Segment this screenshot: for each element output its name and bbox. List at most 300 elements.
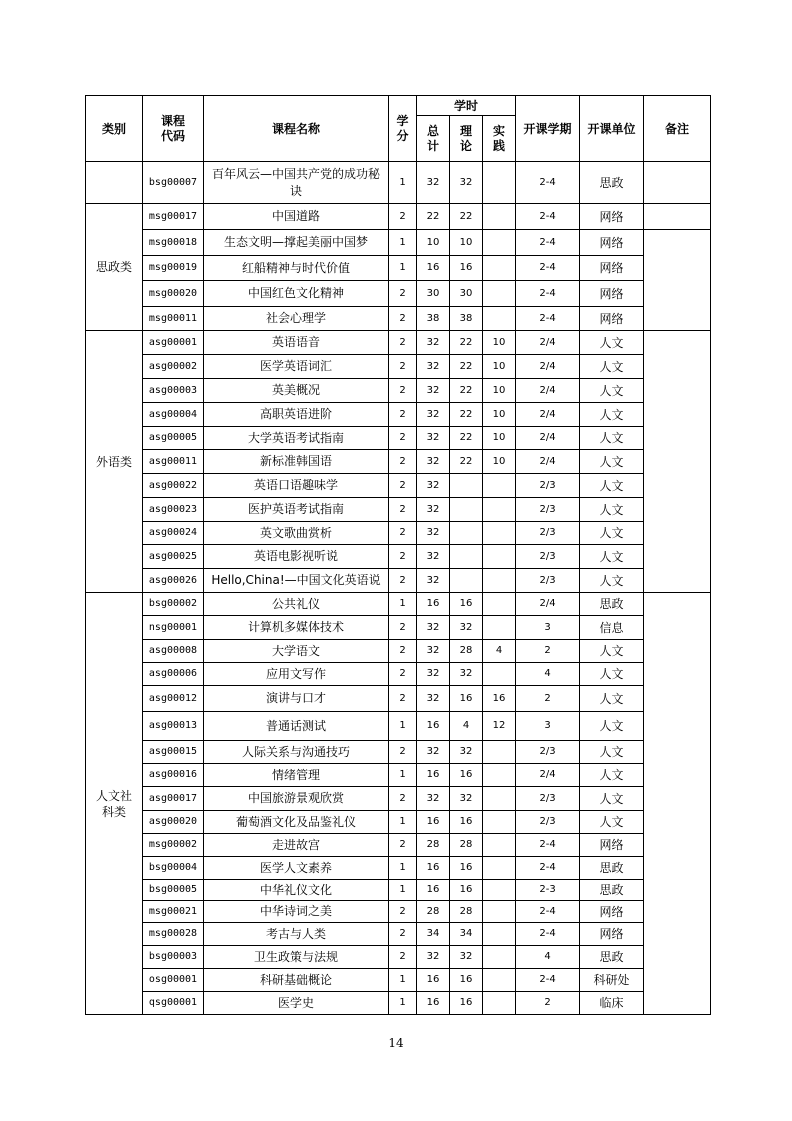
cell-total: 32 [417,946,450,969]
table-row [86,355,711,379]
cell-credit: 1 [389,811,417,834]
cell-total: 32 [417,741,450,764]
cell-semester: 2/4 [516,764,580,787]
cell-credit: 2 [389,331,417,355]
cell-credit: 2 [389,474,417,498]
cell-unit: 思政 [580,946,644,969]
cell-name: 公共礼仪 [204,593,389,616]
cell-unit: 网络 [580,923,644,946]
cell-code: nsg00001 [143,616,204,640]
cell-theory: 28 [450,834,483,857]
cell-theory: 38 [450,307,483,331]
table-row [86,256,711,281]
cell-semester: 2 [516,992,580,1015]
header-code: 课程代码 [143,96,204,162]
cell-name: 应用文写作 [204,663,389,686]
cell-total: 32 [417,522,450,545]
table-row [86,616,711,640]
cell-name: 高职英语进阶 [204,403,389,427]
cell-name: 大学语文 [204,640,389,663]
cell-remark [644,331,711,593]
cell-credit: 2 [389,545,417,569]
cell-unit: 人文 [580,640,644,663]
cell-name: 医学英语词汇 [204,355,389,379]
category-cell: 人文社科类 [86,593,143,1015]
cell-unit: 网络 [580,204,644,230]
table-body [86,162,711,1015]
cell-theory: 22 [450,427,483,450]
cell-code: msg00017 [143,204,204,230]
cell-credit: 2 [389,569,417,593]
cell-credit: 2 [389,663,417,686]
cell-total: 16 [417,992,450,1015]
cell-total: 38 [417,307,450,331]
table-row [86,474,711,498]
cell-practice [483,474,516,498]
cell-credit: 1 [389,764,417,787]
cell-theory: 16 [450,593,483,616]
cell-credit: 1 [389,162,417,204]
cell-practice [483,992,516,1015]
cell-practice [483,811,516,834]
cell-theory: 22 [450,204,483,230]
cell-semester: 2/4 [516,593,580,616]
cell-code: asg00008 [143,640,204,663]
table-row [86,162,711,204]
header-remark: 备注 [644,96,711,162]
cell-name: 医学人文素养 [204,857,389,880]
header-unit: 开课单位 [580,96,644,162]
cell-practice [483,545,516,569]
cell-practice [483,787,516,811]
cell-theory: 22 [450,355,483,379]
cell-unit: 思政 [580,857,644,880]
cell-theory [450,522,483,545]
table-row [86,379,711,403]
cell-credit: 2 [389,307,417,331]
cell-code: bsg00003 [143,946,204,969]
cell-unit: 人文 [580,450,644,474]
cell-total: 34 [417,923,450,946]
cell-unit: 人文 [580,569,644,593]
cell-unit: 网络 [580,281,644,307]
table-row [86,857,711,880]
cell-theory: 22 [450,450,483,474]
category-cell [86,162,143,204]
cell-name: 英文歌曲赏析 [204,522,389,545]
category-cell: 外语类 [86,331,143,593]
cell-unit: 人文 [580,764,644,787]
cell-name: 中国旅游景观欣赏 [204,787,389,811]
header-name: 课程名称 [204,96,389,162]
cell-unit: 思政 [580,162,644,204]
cell-unit: 人文 [580,427,644,450]
cell-unit: 人文 [580,811,644,834]
cell-semester: 2-4 [516,162,580,204]
cell-code: asg00005 [143,427,204,450]
cell-credit: 1 [389,593,417,616]
cell-practice [483,230,516,256]
cell-practice [483,569,516,593]
cell-total: 16 [417,969,450,992]
cell-unit: 网络 [580,834,644,857]
cell-unit: 思政 [580,593,644,616]
cell-semester: 2/4 [516,403,580,427]
cell-practice [483,162,516,204]
table-row [86,204,711,230]
cell-credit: 1 [389,256,417,281]
cell-theory: 34 [450,923,483,946]
table-row [86,522,711,545]
cell-code: asg00020 [143,811,204,834]
cell-code: asg00012 [143,686,204,712]
cell-semester: 2-4 [516,901,580,923]
cell-practice [483,901,516,923]
table-row [86,331,711,355]
cell-practice: 12 [483,712,516,741]
cell-unit: 思政 [580,880,644,901]
cell-semester: 4 [516,663,580,686]
cell-theory: 28 [450,901,483,923]
cell-unit: 人文 [580,741,644,764]
table-row [86,686,711,712]
cell-practice [483,834,516,857]
cell-code: msg00021 [143,901,204,923]
cell-name: 英美概况 [204,379,389,403]
cell-semester: 2/3 [516,811,580,834]
cell-semester: 2/3 [516,522,580,545]
cell-code: asg00013 [143,712,204,741]
cell-practice [483,764,516,787]
cell-credit: 1 [389,230,417,256]
cell-theory: 30 [450,281,483,307]
cell-unit: 人文 [580,545,644,569]
cell-credit: 2 [389,787,417,811]
cell-practice: 4 [483,640,516,663]
cell-remark [644,593,711,1015]
cell-total: 10 [417,230,450,256]
cell-theory [450,545,483,569]
cell-practice: 10 [483,355,516,379]
header-credit: 学分 [389,96,417,162]
cell-name: 中华诗词之美 [204,901,389,923]
cell-semester: 2/3 [516,787,580,811]
cell-unit: 网络 [580,901,644,923]
cell-name: 走进故宫 [204,834,389,857]
cell-name: 新标准韩国语 [204,450,389,474]
cell-unit: 网络 [580,256,644,281]
cell-semester: 2/3 [516,741,580,764]
cell-semester: 2-4 [516,230,580,256]
cell-credit: 2 [389,522,417,545]
cell-theory: 16 [450,811,483,834]
cell-credit: 1 [389,969,417,992]
table-row [86,712,711,741]
cell-semester: 2-4 [516,969,580,992]
cell-credit: 1 [389,880,417,901]
course-table [85,95,711,1015]
table-row [86,880,711,901]
cell-semester: 2/4 [516,427,580,450]
table-row [86,498,711,522]
cell-credit: 1 [389,857,417,880]
cell-credit: 1 [389,712,417,741]
cell-name: 生态文明—撑起美丽中国梦 [204,230,389,256]
cell-name: 考古与人类 [204,923,389,946]
cell-semester: 2 [516,686,580,712]
cell-total: 32 [417,379,450,403]
table-row [86,901,711,923]
cell-name: 医学史 [204,992,389,1015]
cell-total: 32 [417,787,450,811]
cell-practice [483,307,516,331]
cell-semester: 2/3 [516,569,580,593]
cell-theory: 10 [450,230,483,256]
cell-credit: 2 [389,379,417,403]
cell-unit: 人文 [580,712,644,741]
cell-semester: 2/4 [516,355,580,379]
cell-credit: 2 [389,498,417,522]
cell-name: 演讲与口才 [204,686,389,712]
cell-total: 32 [417,427,450,450]
cell-practice: 10 [483,450,516,474]
page-number: 14 [388,1036,404,1050]
cell-total: 32 [417,403,450,427]
cell-theory: 28 [450,640,483,663]
cell-semester: 2-4 [516,857,580,880]
cell-remark [644,204,711,230]
cell-theory: 32 [450,946,483,969]
header-category: 类别 [86,96,143,162]
cell-practice [483,616,516,640]
cell-credit: 2 [389,946,417,969]
cell-code: osg00001 [143,969,204,992]
cell-code: bsg00002 [143,593,204,616]
cell-semester: 2/4 [516,450,580,474]
cell-total: 32 [417,545,450,569]
cell-name: 中华礼仪文化 [204,880,389,901]
cell-code: asg00004 [143,403,204,427]
cell-unit: 人文 [580,498,644,522]
cell-code: msg00002 [143,834,204,857]
cell-practice [483,857,516,880]
cell-semester: 2-3 [516,880,580,901]
cell-unit: 人文 [580,787,644,811]
cell-name: 英语语音 [204,331,389,355]
table-row [86,281,711,307]
cell-theory: 16 [450,256,483,281]
table-row [86,923,711,946]
cell-theory: 16 [450,857,483,880]
cell-code: bsg00004 [143,857,204,880]
cell-credit: 2 [389,427,417,450]
table-row [86,640,711,663]
header-semester: 开课学期 [516,96,580,162]
cell-practice [483,256,516,281]
cell-unit: 人文 [580,355,644,379]
cell-code: asg00011 [143,450,204,474]
cell-semester: 2/3 [516,498,580,522]
cell-semester: 2/4 [516,331,580,355]
cell-total: 16 [417,857,450,880]
table-row [86,787,711,811]
cell-total: 32 [417,616,450,640]
cell-semester: 2-4 [516,204,580,230]
cell-code: asg00023 [143,498,204,522]
cell-name: 葡萄酒文化及品鉴礼仪 [204,811,389,834]
cell-name: 科研基础概论 [204,969,389,992]
cell-practice: 10 [483,331,516,355]
cell-theory: 4 [450,712,483,741]
cell-practice: 16 [483,686,516,712]
cell-code: asg00015 [143,741,204,764]
cell-unit: 人文 [580,331,644,355]
cell-total: 16 [417,256,450,281]
cell-semester: 3 [516,616,580,640]
cell-semester: 2-4 [516,834,580,857]
cell-name: 医护英语考试指南 [204,498,389,522]
cell-practice [483,204,516,230]
table-row [86,307,711,331]
cell-total: 32 [417,569,450,593]
cell-semester: 2 [516,640,580,663]
cell-credit: 2 [389,834,417,857]
cell-name: 英语电影视听说 [204,545,389,569]
table-row [86,834,711,857]
cell-credit: 2 [389,616,417,640]
table-row [86,569,711,593]
cell-total: 16 [417,593,450,616]
cell-total: 16 [417,712,450,741]
cell-name: 社会心理学 [204,307,389,331]
table-row [86,663,711,686]
table-row [86,403,711,427]
cell-credit: 2 [389,450,417,474]
cell-total: 32 [417,162,450,204]
cell-remark [644,230,711,331]
cell-theory: 16 [450,880,483,901]
cell-name: 大学英语考试指南 [204,427,389,450]
cell-credit: 2 [389,355,417,379]
table-row [86,450,711,474]
cell-total: 16 [417,811,450,834]
cell-name: 红船精神与时代价值 [204,256,389,281]
cell-total: 32 [417,498,450,522]
cell-total: 28 [417,901,450,923]
cell-practice [483,281,516,307]
cell-practice [483,663,516,686]
cell-semester: 2-4 [516,281,580,307]
cell-code: bsg00007 [143,162,204,204]
cell-code: asg00024 [143,522,204,545]
cell-credit: 2 [389,640,417,663]
cell-code: qsg00001 [143,992,204,1015]
cell-name: 普通话测试 [204,712,389,741]
cell-semester: 2/3 [516,545,580,569]
cell-credit: 1 [389,992,417,1015]
cell-semester: 2-4 [516,256,580,281]
cell-unit: 信息 [580,616,644,640]
cell-total: 32 [417,640,450,663]
table-row [86,230,711,256]
cell-total: 32 [417,331,450,355]
cell-credit: 2 [389,901,417,923]
cell-unit: 网络 [580,307,644,331]
cell-total: 16 [417,880,450,901]
cell-code: asg00025 [143,545,204,569]
cell-credit: 2 [389,741,417,764]
cell-unit: 人文 [580,686,644,712]
cell-total: 32 [417,686,450,712]
cell-theory [450,569,483,593]
cell-code: msg00018 [143,230,204,256]
table-row [86,764,711,787]
cell-code: msg00011 [143,307,204,331]
cell-name: Hello,China!—中国文化英语说 [204,569,389,593]
cell-name: 卫生政策与法规 [204,946,389,969]
cell-practice [483,741,516,764]
cell-credit: 2 [389,281,417,307]
cell-semester: 3 [516,712,580,741]
cell-practice: 10 [483,427,516,450]
cell-credit: 2 [389,923,417,946]
table-row [86,593,711,616]
table-row [86,811,711,834]
cell-code: asg00001 [143,331,204,355]
cell-total: 32 [417,663,450,686]
cell-unit: 人文 [580,663,644,686]
cell-remark [644,162,711,204]
cell-name: 计算机多媒体技术 [204,616,389,640]
cell-code: asg00016 [143,764,204,787]
cell-theory: 22 [450,379,483,403]
cell-code: asg00003 [143,379,204,403]
cell-unit: 临床 [580,992,644,1015]
cell-total: 32 [417,450,450,474]
cell-credit: 2 [389,403,417,427]
cell-total: 32 [417,355,450,379]
cell-unit: 网络 [580,230,644,256]
cell-name: 情绪管理 [204,764,389,787]
cell-total: 16 [417,764,450,787]
cell-total: 22 [417,204,450,230]
cell-theory: 16 [450,686,483,712]
cell-code: msg00020 [143,281,204,307]
cell-total: 32 [417,474,450,498]
cell-practice [483,880,516,901]
cell-code: asg00006 [143,663,204,686]
cell-semester: 2-4 [516,307,580,331]
cell-theory: 16 [450,992,483,1015]
cell-semester: 2/3 [516,474,580,498]
cell-unit: 人文 [580,474,644,498]
header-hours: 学时 [417,96,516,116]
cell-practice [483,969,516,992]
cell-code: msg00019 [143,256,204,281]
cell-unit: 人文 [580,403,644,427]
cell-unit: 科研处 [580,969,644,992]
cell-code: asg00002 [143,355,204,379]
cell-practice [483,522,516,545]
cell-practice: 10 [483,403,516,427]
cell-credit: 2 [389,204,417,230]
table-row [86,969,711,992]
cell-theory [450,498,483,522]
header-theory: 理论 [450,116,483,162]
cell-name: 人际关系与沟通技巧 [204,741,389,764]
cell-code: asg00017 [143,787,204,811]
cell-theory: 32 [450,787,483,811]
